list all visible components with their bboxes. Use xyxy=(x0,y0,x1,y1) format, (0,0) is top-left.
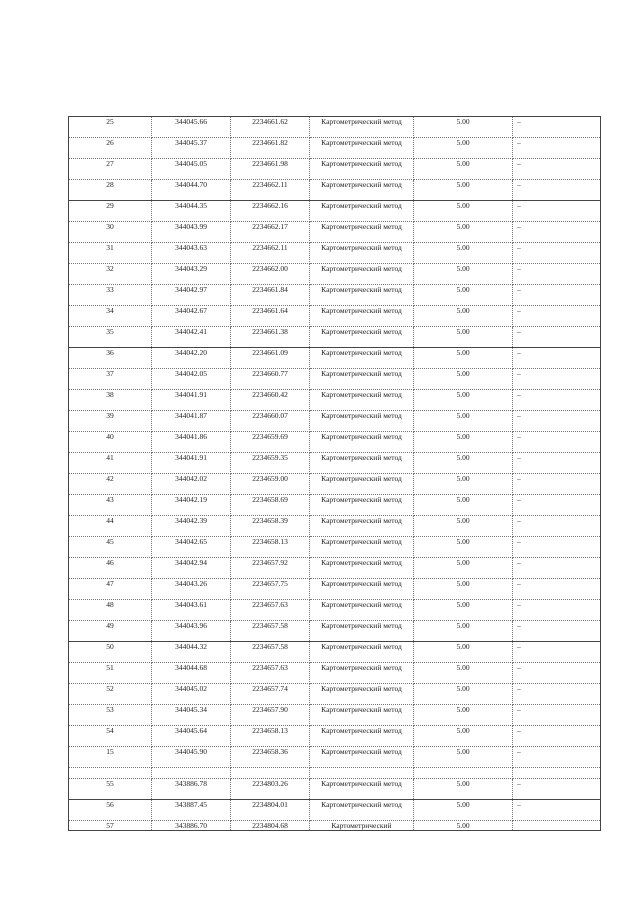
point-number-cell: 40 xyxy=(69,432,152,453)
precision-cell: 5.00 xyxy=(414,516,513,537)
x-coordinate-cell: 344042.05 xyxy=(152,369,231,390)
y-coordinate-cell: 2234658.13 xyxy=(231,726,310,747)
description-cell: – xyxy=(513,264,601,285)
precision-cell: 5.00 xyxy=(414,474,513,495)
method-cell: Картометрический метод xyxy=(310,642,414,663)
x-coordinate-cell: 344043.26 xyxy=(152,579,231,600)
table-row xyxy=(69,800,601,821)
method-cell: Картометрический метод xyxy=(310,663,414,684)
spacer-cell xyxy=(310,768,414,779)
y-coordinate-cell: 2234660.42 xyxy=(231,390,310,411)
table-row xyxy=(69,705,601,726)
precision-cell: 5.00 xyxy=(414,222,513,243)
description-cell: – xyxy=(513,537,601,558)
y-coordinate-cell: 2234659.00 xyxy=(231,474,310,495)
precision-cell: 5.00 xyxy=(414,642,513,663)
y-coordinate-cell: 2234658.69 xyxy=(231,495,310,516)
table-row xyxy=(69,390,601,411)
precision-cell: 5.00 xyxy=(414,453,513,474)
y-coordinate-cell: 2234662.16 xyxy=(231,201,310,222)
method-cell: Картометрический метод xyxy=(310,558,414,579)
y-coordinate-cell: 2234657.90 xyxy=(231,705,310,726)
precision-cell: 5.00 xyxy=(414,663,513,684)
x-coordinate-cell: 344042.41 xyxy=(152,327,231,348)
x-coordinate-cell: 344045.64 xyxy=(152,726,231,747)
table-row xyxy=(69,726,601,747)
precision-cell: 5.00 xyxy=(414,579,513,600)
y-coordinate-cell: 2234658.13 xyxy=(231,537,310,558)
precision-cell: 5.00 xyxy=(414,621,513,642)
description-cell: – xyxy=(513,642,601,663)
point-number-cell: 54 xyxy=(69,726,152,747)
precision-cell: 5.00 xyxy=(414,432,513,453)
x-coordinate-cell: 344042.65 xyxy=(152,537,231,558)
table-row xyxy=(69,779,601,800)
description-cell: – xyxy=(513,411,601,432)
y-coordinate-cell: 2234657.75 xyxy=(231,579,310,600)
precision-cell: 5.00 xyxy=(414,390,513,411)
x-coordinate-cell: 344043.29 xyxy=(152,264,231,285)
precision-cell: 5.00 xyxy=(414,747,513,768)
y-coordinate-cell: 2234661.38 xyxy=(231,327,310,348)
description-cell: – xyxy=(513,779,601,800)
point-number-cell: 36 xyxy=(69,348,152,369)
description-cell: – xyxy=(513,516,601,537)
point-number-cell: 32 xyxy=(69,264,152,285)
table-row xyxy=(69,222,601,243)
point-number-cell: 49 xyxy=(69,621,152,642)
point-number-cell: 29 xyxy=(69,201,152,222)
method-cell: Картометрический метод xyxy=(310,306,414,327)
point-number-cell: 38 xyxy=(69,390,152,411)
table-row xyxy=(69,663,601,684)
x-coordinate-cell: 344042.20 xyxy=(152,348,231,369)
y-coordinate-cell: 2234804.01 xyxy=(231,800,310,821)
method-cell: Картометрический метод xyxy=(310,495,414,516)
x-coordinate-cell: 344042.67 xyxy=(152,306,231,327)
description-cell: – xyxy=(513,600,601,621)
method-cell: Картометрический метод xyxy=(310,117,414,138)
method-cell: Картометрический метод xyxy=(310,474,414,495)
x-coordinate-cell: 344043.63 xyxy=(152,243,231,264)
description-cell: – xyxy=(513,285,601,306)
x-coordinate-cell: 344045.37 xyxy=(152,138,231,159)
y-coordinate-cell: 2234658.39 xyxy=(231,516,310,537)
method-cell: Картометрический метод xyxy=(310,747,414,768)
point-number-cell: 51 xyxy=(69,663,152,684)
description-cell: – xyxy=(513,663,601,684)
x-coordinate-cell: 344043.61 xyxy=(152,600,231,621)
table-row xyxy=(69,537,601,558)
y-coordinate-cell: 2234804.68 xyxy=(231,821,310,831)
table-row xyxy=(69,453,601,474)
y-coordinate-cell: 2234657.58 xyxy=(231,642,310,663)
description-cell: – xyxy=(513,684,601,705)
description-cell xyxy=(513,821,601,831)
point-number-cell: 52 xyxy=(69,684,152,705)
method-cell: Картометрический метод xyxy=(310,800,414,821)
y-coordinate-cell: 2234661.64 xyxy=(231,306,310,327)
precision-cell: 5.00 xyxy=(414,243,513,264)
point-number-cell: 47 xyxy=(69,579,152,600)
precision-cell: 5.00 xyxy=(414,726,513,747)
y-coordinate-cell: 2234662.11 xyxy=(231,243,310,264)
description-cell: – xyxy=(513,306,601,327)
method-cell: Картометрический метод xyxy=(310,222,414,243)
x-coordinate-cell: 344045.66 xyxy=(152,117,231,138)
x-coordinate-cell: 344042.39 xyxy=(152,516,231,537)
point-number-cell: 33 xyxy=(69,285,152,306)
table-row xyxy=(69,180,601,201)
y-coordinate-cell: 2234803.26 xyxy=(231,779,310,800)
precision-cell: 5.00 xyxy=(414,779,513,800)
method-cell: Картометрический метод xyxy=(310,264,414,285)
point-number-cell: 55 xyxy=(69,779,152,800)
description-cell: – xyxy=(513,117,601,138)
description-cell: – xyxy=(513,327,601,348)
precision-cell: 5.00 xyxy=(414,369,513,390)
description-cell: – xyxy=(513,800,601,821)
table-row xyxy=(69,264,601,285)
precision-cell: 5.00 xyxy=(414,285,513,306)
y-coordinate-cell: 2234661.98 xyxy=(231,159,310,180)
description-cell: – xyxy=(513,558,601,579)
point-number-cell: 30 xyxy=(69,222,152,243)
table-row xyxy=(69,348,601,369)
description-cell: – xyxy=(513,222,601,243)
description-cell: – xyxy=(513,579,601,600)
spacer-cell xyxy=(513,768,601,779)
precision-cell: 5.00 xyxy=(414,180,513,201)
table-row xyxy=(69,243,601,264)
spacer-cell xyxy=(231,768,310,779)
description-cell: – xyxy=(513,201,601,222)
y-coordinate-cell: 2234661.09 xyxy=(231,348,310,369)
method-cell: Картометрический метод xyxy=(310,390,414,411)
point-number-cell: 44 xyxy=(69,516,152,537)
method-cell: Картометрический метод xyxy=(310,453,414,474)
precision-cell: 5.00 xyxy=(414,117,513,138)
table-row xyxy=(69,474,601,495)
y-coordinate-cell: 2234657.74 xyxy=(231,684,310,705)
point-number-cell: 46 xyxy=(69,558,152,579)
table-row xyxy=(69,432,601,453)
point-number-cell: 26 xyxy=(69,138,152,159)
x-coordinate-cell: 344045.90 xyxy=(152,747,231,768)
table-row xyxy=(69,117,601,138)
y-coordinate-cell: 2234661.84 xyxy=(231,285,310,306)
y-coordinate-cell: 2234657.58 xyxy=(231,621,310,642)
precision-cell: 5.00 xyxy=(414,306,513,327)
point-number-cell: 50 xyxy=(69,642,152,663)
point-number-cell: 31 xyxy=(69,243,152,264)
point-number-cell: 37 xyxy=(69,369,152,390)
precision-cell: 5.00 xyxy=(414,600,513,621)
table-row xyxy=(69,138,601,159)
point-number-cell: 45 xyxy=(69,537,152,558)
point-number-cell: 43 xyxy=(69,495,152,516)
method-cell: Картометрический метод xyxy=(310,621,414,642)
description-cell: – xyxy=(513,495,601,516)
x-coordinate-cell: 344042.97 xyxy=(152,285,231,306)
table-row xyxy=(69,495,601,516)
precision-cell: 5.00 xyxy=(414,821,513,831)
table-row xyxy=(69,516,601,537)
point-number-cell: 34 xyxy=(69,306,152,327)
point-number-cell: 39 xyxy=(69,411,152,432)
method-cell: Картометрический метод xyxy=(310,432,414,453)
table-row xyxy=(69,369,601,390)
y-coordinate-cell: 2234659.35 xyxy=(231,453,310,474)
spacer-cell xyxy=(69,768,152,779)
table-row xyxy=(69,159,601,180)
description-cell: – xyxy=(513,432,601,453)
method-cell: Картометрический метод xyxy=(310,243,414,264)
x-coordinate-cell: 344045.02 xyxy=(152,684,231,705)
precision-cell: 5.00 xyxy=(414,159,513,180)
method-cell: Картометрический xyxy=(310,821,414,831)
table-row xyxy=(69,327,601,348)
point-number-cell: 48 xyxy=(69,600,152,621)
table-row xyxy=(69,821,601,831)
method-cell: Картометрический метод xyxy=(310,411,414,432)
y-coordinate-cell: 2234661.62 xyxy=(231,117,310,138)
x-coordinate-cell: 344041.87 xyxy=(152,411,231,432)
description-cell: – xyxy=(513,453,601,474)
method-cell: Картометрический метод xyxy=(310,285,414,306)
table-spacer-row xyxy=(69,768,601,779)
table-row xyxy=(69,558,601,579)
method-cell: Картометрический метод xyxy=(310,348,414,369)
description-cell: – xyxy=(513,159,601,180)
x-coordinate-cell: 344043.99 xyxy=(152,222,231,243)
method-cell: Картометрический метод xyxy=(310,684,414,705)
description-cell: – xyxy=(513,138,601,159)
precision-cell: 5.00 xyxy=(414,705,513,726)
y-coordinate-cell: 2234660.07 xyxy=(231,411,310,432)
description-cell: – xyxy=(513,369,601,390)
point-number-cell: 35 xyxy=(69,327,152,348)
coordinates-table xyxy=(68,116,601,831)
method-cell: Картометрический метод xyxy=(310,779,414,800)
x-coordinate-cell: 344041.91 xyxy=(152,390,231,411)
precision-cell: 5.00 xyxy=(414,264,513,285)
description-cell: – xyxy=(513,726,601,747)
point-number-cell: 25 xyxy=(69,117,152,138)
x-coordinate-cell: 344041.86 xyxy=(152,432,231,453)
x-coordinate-cell: 344042.02 xyxy=(152,474,231,495)
method-cell: Картометрический метод xyxy=(310,180,414,201)
description-cell: – xyxy=(513,747,601,768)
y-coordinate-cell: 2234662.17 xyxy=(231,222,310,243)
point-number-cell: 42 xyxy=(69,474,152,495)
table-row xyxy=(69,201,601,222)
y-coordinate-cell: 2234662.11 xyxy=(231,180,310,201)
method-cell: Картометрический метод xyxy=(310,516,414,537)
method-cell: Картометрический метод xyxy=(310,201,414,222)
x-coordinate-cell: 343886.70 xyxy=(152,821,231,831)
description-cell: – xyxy=(513,348,601,369)
x-coordinate-cell: 344044.35 xyxy=(152,201,231,222)
description-cell: – xyxy=(513,390,601,411)
x-coordinate-cell: 344044.32 xyxy=(152,642,231,663)
y-coordinate-cell: 2234657.92 xyxy=(231,558,310,579)
precision-cell: 5.00 xyxy=(414,558,513,579)
description-cell: – xyxy=(513,621,601,642)
x-coordinate-cell: 344042.19 xyxy=(152,495,231,516)
precision-cell: 5.00 xyxy=(414,348,513,369)
precision-cell: 5.00 xyxy=(414,327,513,348)
table-row xyxy=(69,684,601,705)
x-coordinate-cell: 344045.05 xyxy=(152,159,231,180)
table-row xyxy=(69,600,601,621)
method-cell: Картометрический метод xyxy=(310,537,414,558)
y-coordinate-cell: 2234661.82 xyxy=(231,138,310,159)
point-number-cell: 15 xyxy=(69,747,152,768)
method-cell: Картометрический метод xyxy=(310,579,414,600)
precision-cell: 5.00 xyxy=(414,800,513,821)
precision-cell: 5.00 xyxy=(414,201,513,222)
method-cell: Картометрический метод xyxy=(310,138,414,159)
y-coordinate-cell: 2234660.77 xyxy=(231,369,310,390)
y-coordinate-cell: 2234657.63 xyxy=(231,663,310,684)
y-coordinate-cell: 2234659.69 xyxy=(231,432,310,453)
precision-cell: 5.00 xyxy=(414,138,513,159)
description-cell: – xyxy=(513,705,601,726)
method-cell: Картометрический метод xyxy=(310,705,414,726)
precision-cell: 5.00 xyxy=(414,684,513,705)
table-row xyxy=(69,621,601,642)
precision-cell: 5.00 xyxy=(414,411,513,432)
precision-cell: 5.00 xyxy=(414,537,513,558)
point-number-cell: 28 xyxy=(69,180,152,201)
x-coordinate-cell: 344044.68 xyxy=(152,663,231,684)
x-coordinate-cell: 344041.91 xyxy=(152,453,231,474)
method-cell: Картометрический метод xyxy=(310,369,414,390)
table-row xyxy=(69,747,601,768)
method-cell: Картометрический метод xyxy=(310,327,414,348)
point-number-cell: 56 xyxy=(69,800,152,821)
table-row xyxy=(69,411,601,432)
spacer-cell xyxy=(152,768,231,779)
description-cell: – xyxy=(513,180,601,201)
description-cell: – xyxy=(513,474,601,495)
x-coordinate-cell: 343887.45 xyxy=(152,800,231,821)
point-number-cell: 57 xyxy=(69,821,152,831)
y-coordinate-cell: 2234657.63 xyxy=(231,600,310,621)
spacer-cell xyxy=(414,768,513,779)
x-coordinate-cell: 343886.78 xyxy=(152,779,231,800)
x-coordinate-cell: 344043.96 xyxy=(152,621,231,642)
precision-cell: 5.00 xyxy=(414,495,513,516)
table-row xyxy=(69,306,601,327)
method-cell: Картометрический метод xyxy=(310,726,414,747)
table-row xyxy=(69,642,601,663)
y-coordinate-cell: 2234658.36 xyxy=(231,747,310,768)
point-number-cell: 41 xyxy=(69,453,152,474)
description-cell: – xyxy=(513,243,601,264)
table-row xyxy=(69,285,601,306)
y-coordinate-cell: 2234662.00 xyxy=(231,264,310,285)
x-coordinate-cell: 344045.34 xyxy=(152,705,231,726)
method-cell: Картометрический метод xyxy=(310,159,414,180)
point-number-cell: 27 xyxy=(69,159,152,180)
method-cell: Картометрический метод xyxy=(310,600,414,621)
x-coordinate-cell: 344042.94 xyxy=(152,558,231,579)
x-coordinate-cell: 344044.70 xyxy=(152,180,231,201)
point-number-cell: 53 xyxy=(69,705,152,726)
table-row xyxy=(69,579,601,600)
